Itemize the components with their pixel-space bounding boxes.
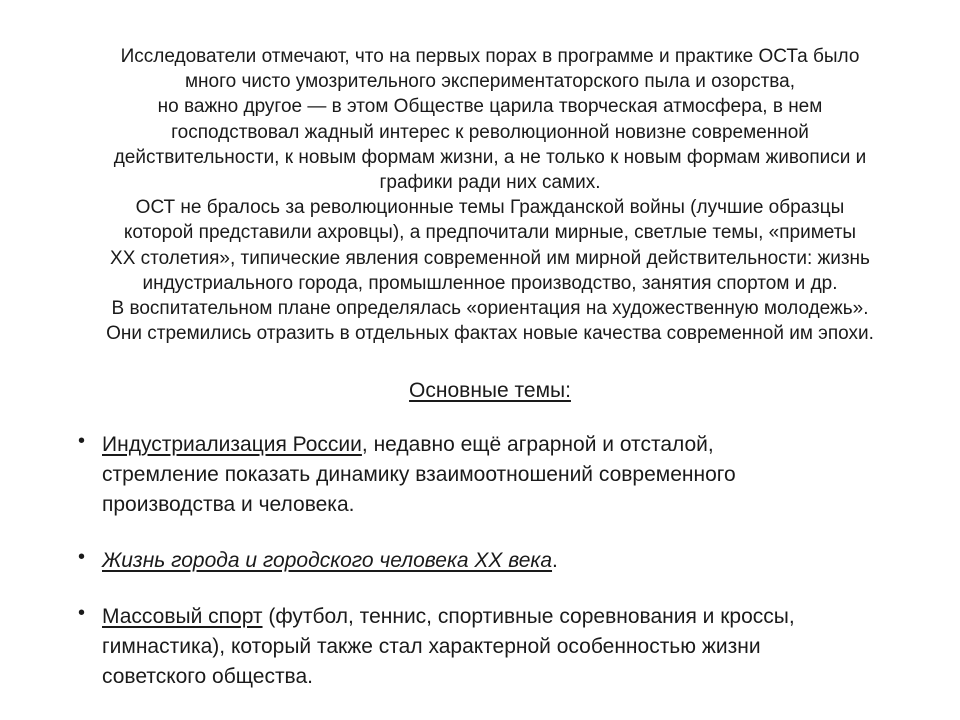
intro-line: графики ради них самих. [379, 172, 601, 194]
topic-line: советского общества. [102, 665, 313, 688]
bullet-icon: • [78, 546, 86, 568]
topic-item-mass-sport [78, 602, 938, 692]
topic-line [102, 546, 938, 576]
intro-line: но важно другое — в этом Обществе царила творческая атмосфера, в нем [157, 96, 823, 118]
topic-text: , недавно ещё аграрной и отсталой, [361, 433, 714, 456]
topic-item-city-life [78, 546, 938, 576]
topic-line [102, 602, 938, 632]
topic-line: стремление показать динамику взаимоотношений современного [102, 463, 736, 486]
topic-item-industrialization [78, 430, 938, 520]
intro-line: В воспитательном плане определялась «ориентация на художественную молодежь». [111, 298, 869, 320]
intro-line: индустриального города, промышленное производство, занятия спортом и др. [142, 272, 838, 294]
intro-paragraph [40, 44, 940, 346]
intro-line: Исследователи отмечают, что на первых порах в программе и практике ОСТа было [120, 46, 860, 67]
intro-line: действительности, к новым формам жизни, а не только к новым формам живописи и [113, 146, 867, 168]
intro-line: ОСТ не бралось за революционные темы Гражданской войны (лучшие образцы [135, 197, 845, 219]
topic-highlight: Массовый спорт [102, 605, 263, 628]
topics-list [78, 430, 938, 692]
topic-text: (футбол, теннис, спортивные соревнования и кроссы, [262, 605, 795, 628]
intro-line: господствовал жадный интерес к революционной новизне современной [171, 121, 809, 143]
topic-highlight: Жизнь города и городского человека XX века [102, 549, 553, 572]
bullet-icon: • [78, 430, 86, 452]
section-title: Основные темы: [409, 379, 571, 402]
intro-line: много чисто умозрительного экспериментаторского пыла и озорства, [184, 71, 796, 93]
topic-line: гимнастика), который также стал характерной особенностью жизни [102, 635, 761, 658]
topic-highlight: Индустриализация России [102, 433, 362, 456]
bullet-icon: • [78, 602, 86, 624]
topic-line: производства и человека. [102, 493, 355, 516]
intro-line: которой представили ахровцы), а предпочитали мирные, светлые темы, «приметы [123, 222, 857, 244]
intro-line: Они стремились отразить в отдельных фактах новые качества современной им эпохи. [106, 323, 874, 345]
intro-line: XX столетия», типические явления современной им мирной действительности: жизнь [110, 247, 870, 269]
topic-line [102, 430, 938, 460]
topic-text: . [552, 549, 558, 572]
